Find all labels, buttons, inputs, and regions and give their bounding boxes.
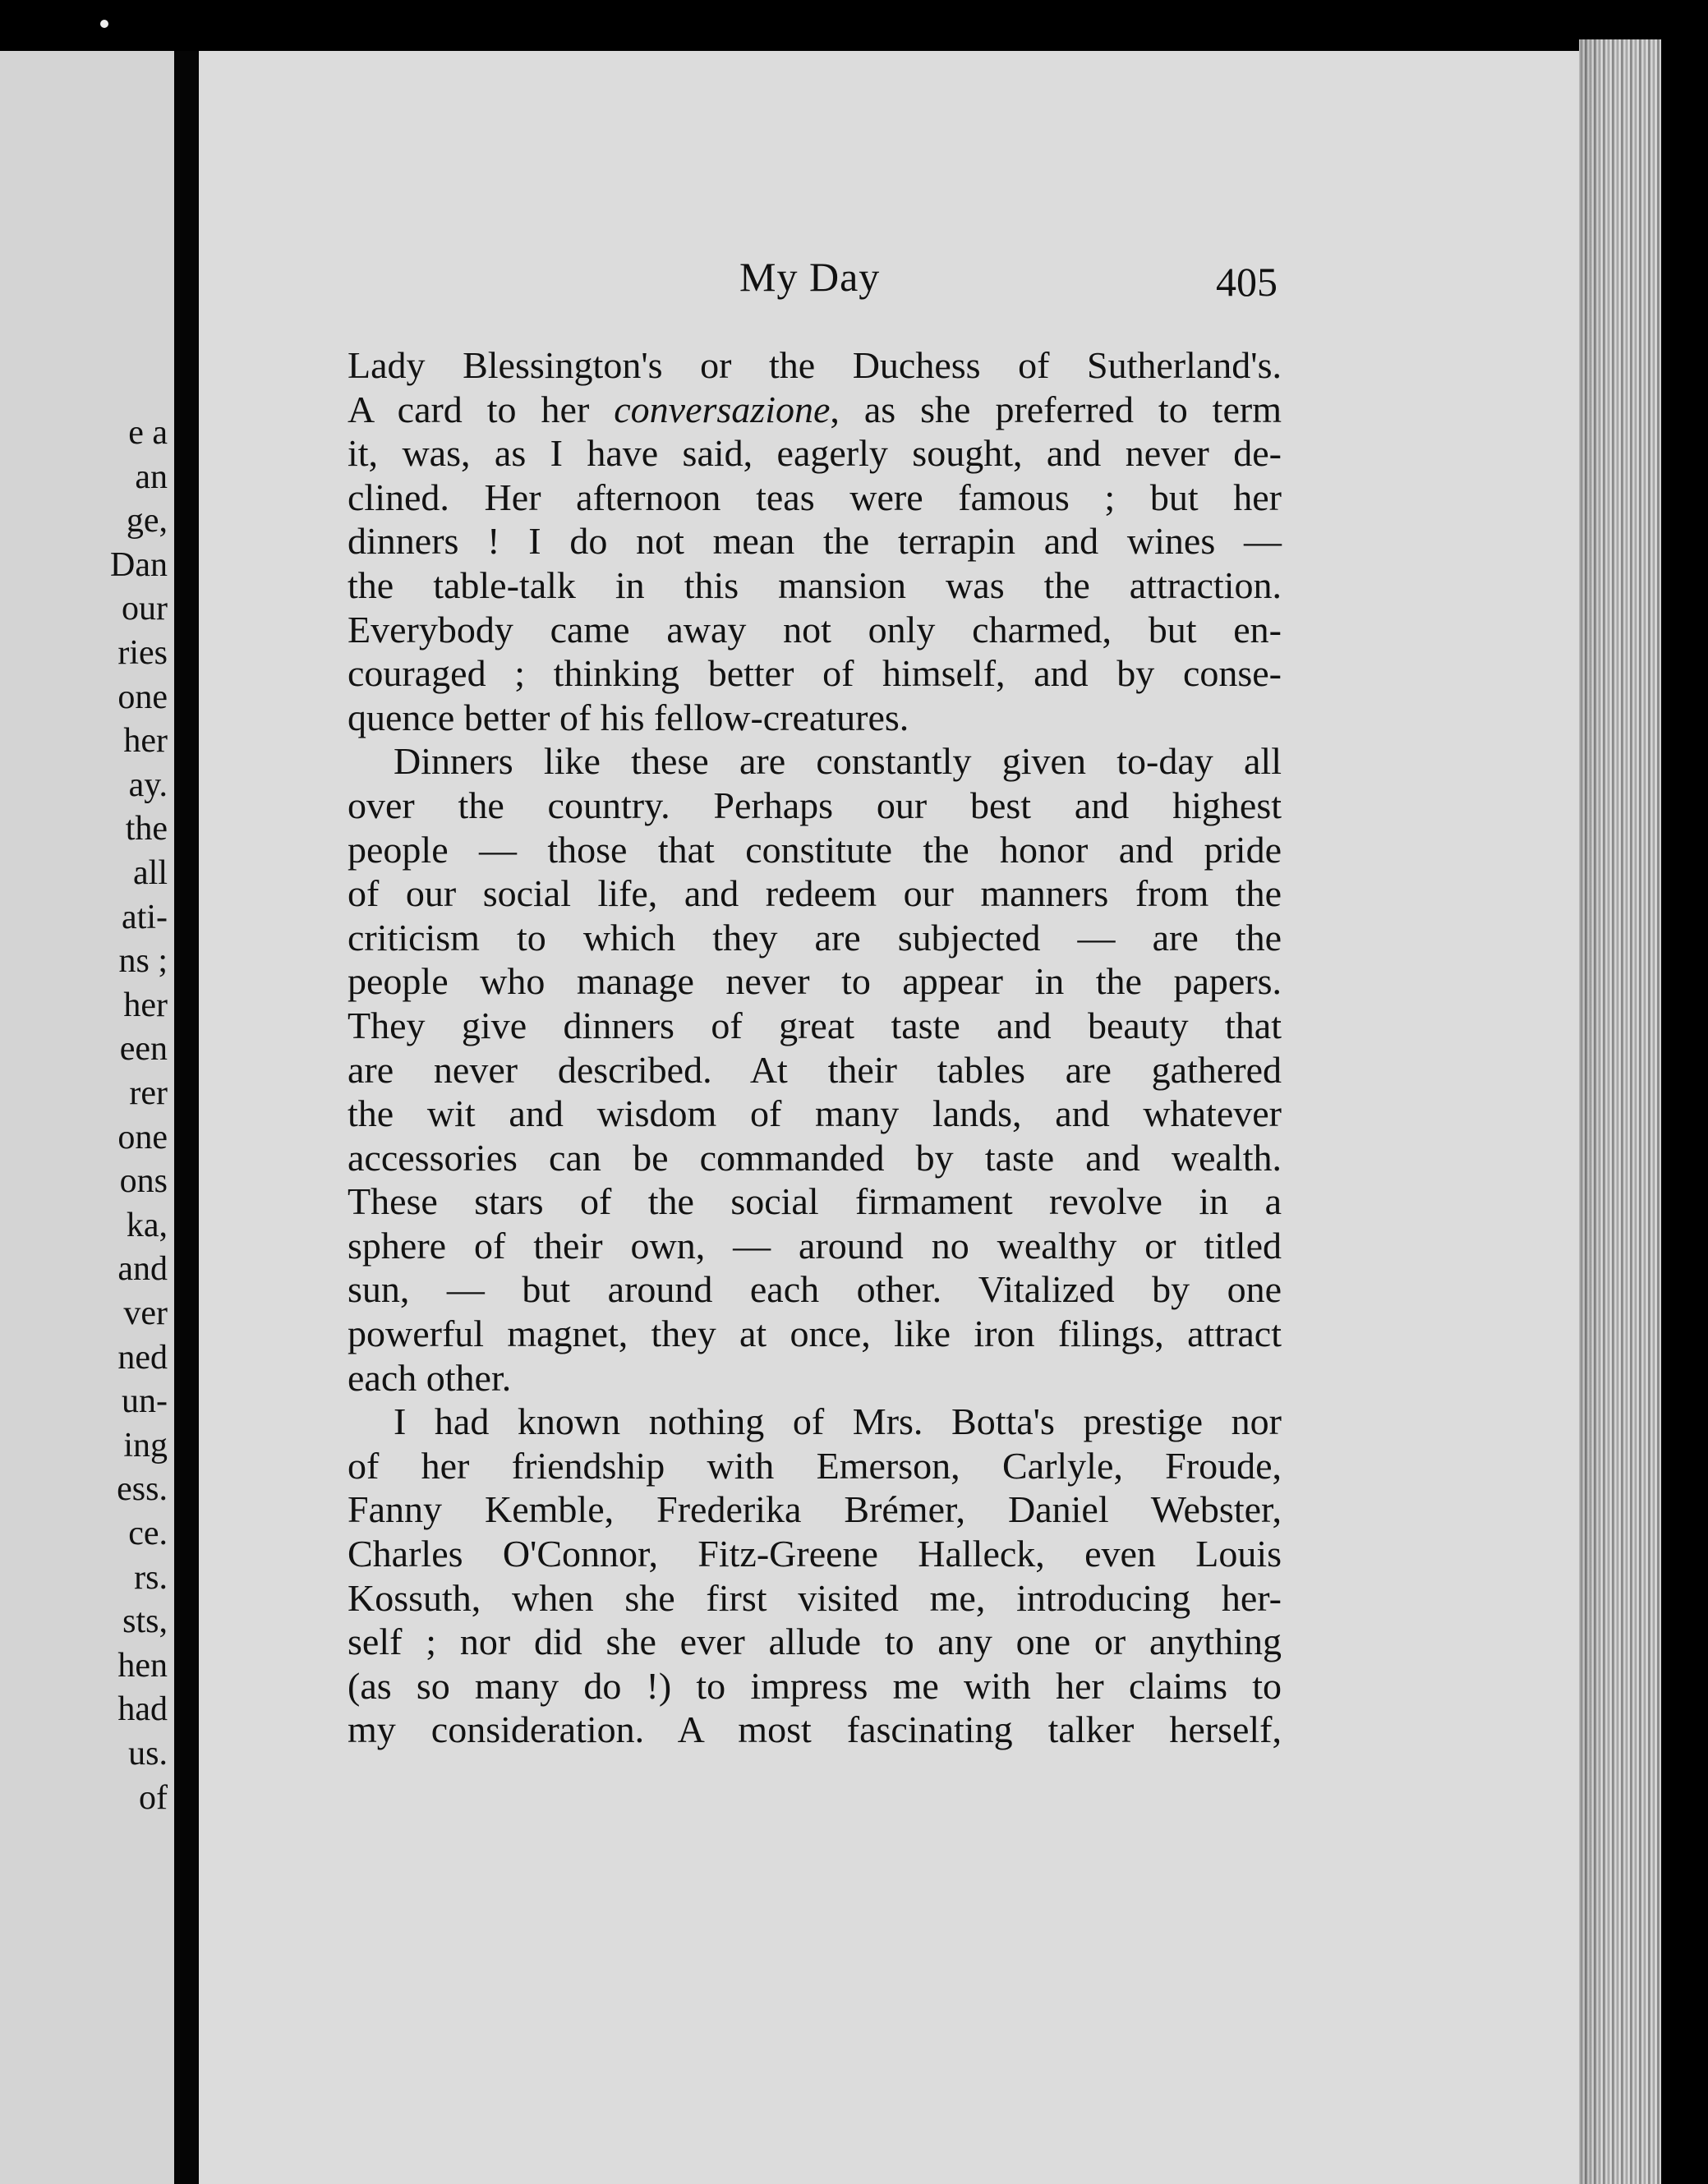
left-page-fragment: the xyxy=(125,810,168,848)
left-page-sliver xyxy=(0,51,174,2184)
text-line: sun, — but around each other. Vitalized by one xyxy=(348,1268,1282,1311)
left-page-fragment: had xyxy=(117,1690,168,1729)
left-page-fragment: ver xyxy=(123,1294,168,1332)
scan-speck xyxy=(100,20,108,28)
text-line: These stars of the social firmament revolve in a xyxy=(348,1180,1282,1223)
running-head xyxy=(0,253,1708,310)
left-page-fragment: ess. xyxy=(117,1470,168,1509)
text-segment: A card to her xyxy=(348,388,615,430)
text-line: Dinners like these are constantly given to-day all xyxy=(394,740,1282,783)
text-line: Kossuth, when she first visited me, introducing her- xyxy=(348,1576,1282,1619)
text-line: the table-talk in this mansion was the attraction. xyxy=(348,563,1282,606)
left-page-fragment: een xyxy=(119,1030,168,1069)
text-line: dinners ! I do not mean the terrapin and wines — xyxy=(348,520,1282,563)
left-page-fragment: her xyxy=(123,722,168,761)
left-page-fragment: un- xyxy=(122,1382,168,1421)
text-line: quence better of his fellow-creatures. xyxy=(348,696,909,738)
text-line: each other. xyxy=(348,1356,512,1399)
text-line: accessories can be commanded by taste and wealth. xyxy=(348,1136,1282,1179)
text-line xyxy=(348,388,1282,432)
text-line: of her friendship with Emerson, Carlyle, Froude, xyxy=(348,1444,1282,1487)
left-page-fragment: ns ; xyxy=(118,942,168,981)
text-line: clined. Her afternoon teas were famous ; but her xyxy=(348,476,1282,518)
text-line: my consideration. A most fascinating talker herself, xyxy=(348,1708,1282,1751)
left-page-fragment: Dan xyxy=(110,545,168,584)
left-page-fragment: ned xyxy=(117,1338,168,1377)
left-page-fragment: ce. xyxy=(128,1515,168,1552)
text-line: Fanny Kemble, Frederika Brémer, Daniel Webster, xyxy=(348,1488,1282,1531)
left-page-fragment: rer xyxy=(129,1074,168,1112)
left-page-fragment: e a xyxy=(128,414,168,452)
running-title: My Day xyxy=(739,254,881,300)
text-line: are never described. At their tables are gathered xyxy=(348,1048,1282,1091)
left-page-fragment: ing xyxy=(123,1426,168,1464)
left-page-fragment: hen xyxy=(117,1646,168,1685)
left-page-fragment: ge, xyxy=(126,502,168,540)
page-edges-shadow xyxy=(1579,39,1604,2184)
left-page-fragment: us. xyxy=(128,1735,168,1772)
left-page-fragment: of xyxy=(139,1778,168,1817)
left-page-fragment: one xyxy=(117,678,168,716)
text-line: people — those that constitute the honor and pride xyxy=(348,828,1282,871)
text-segment: , as she preferred to term xyxy=(830,388,1282,430)
text-line: (as so many do !) to impress me with her claims to xyxy=(348,1664,1282,1707)
text-line: the wit and wisdom of many lands, and whatever xyxy=(348,1092,1282,1135)
left-page-fragment: ries xyxy=(117,634,168,672)
left-page-fragment: an xyxy=(135,457,168,496)
italic-term: conversazione xyxy=(614,388,831,430)
left-page-fragment: sts, xyxy=(122,1602,168,1641)
text-line: self ; nor did she ever allude to any one or anything xyxy=(348,1621,1282,1663)
left-page-fragment: ka, xyxy=(126,1206,168,1244)
text-line: couraged ; thinking better of himself, and by conse- xyxy=(348,652,1282,695)
text-line: of our social life, and redeem our manners from the xyxy=(348,872,1282,915)
page-number: 405 xyxy=(1216,259,1278,305)
text-line: it, was, as I have said, eagerly sought, and never de- xyxy=(348,432,1282,475)
text-line: over the country. Perhaps our best and highest xyxy=(348,784,1282,826)
left-page-fragment: all xyxy=(133,854,168,892)
left-page-fragment: ay. xyxy=(128,766,168,804)
text-line: sphere of their own, — around no wealthy or titled xyxy=(348,1224,1282,1267)
left-page-fragment: ati- xyxy=(122,898,168,936)
left-page-fragment: ons xyxy=(119,1162,168,1201)
text-line: criticism to which they are subjected — are the xyxy=(348,916,1282,959)
text-line: people who manage never to appear in the papers. xyxy=(348,960,1282,1003)
text-line: powerful magnet, they at once, like iron filings, attract xyxy=(348,1313,1282,1355)
left-page-fragment: rs. xyxy=(134,1558,168,1597)
book-gutter xyxy=(174,51,199,2184)
text-line: I had known nothing of Mrs. Botta's prestige nor xyxy=(394,1400,1282,1443)
text-line: Charles O'Connor, Fitz-Greene Halleck, even Louis xyxy=(348,1533,1282,1575)
left-page-fragment: one xyxy=(117,1118,168,1156)
text-line: Lady Blessington's or the Duchess of Sutherland's. xyxy=(348,344,1282,386)
left-page-fragment: our xyxy=(122,590,168,628)
left-page-fragment: her xyxy=(123,986,168,1024)
body-text xyxy=(348,343,1282,1752)
left-page-fragment: and xyxy=(117,1250,168,1289)
text-line: They give dinners of great taste and beauty that xyxy=(348,1004,1282,1046)
text-line: Everybody came away not only charmed, but en- xyxy=(348,608,1282,651)
